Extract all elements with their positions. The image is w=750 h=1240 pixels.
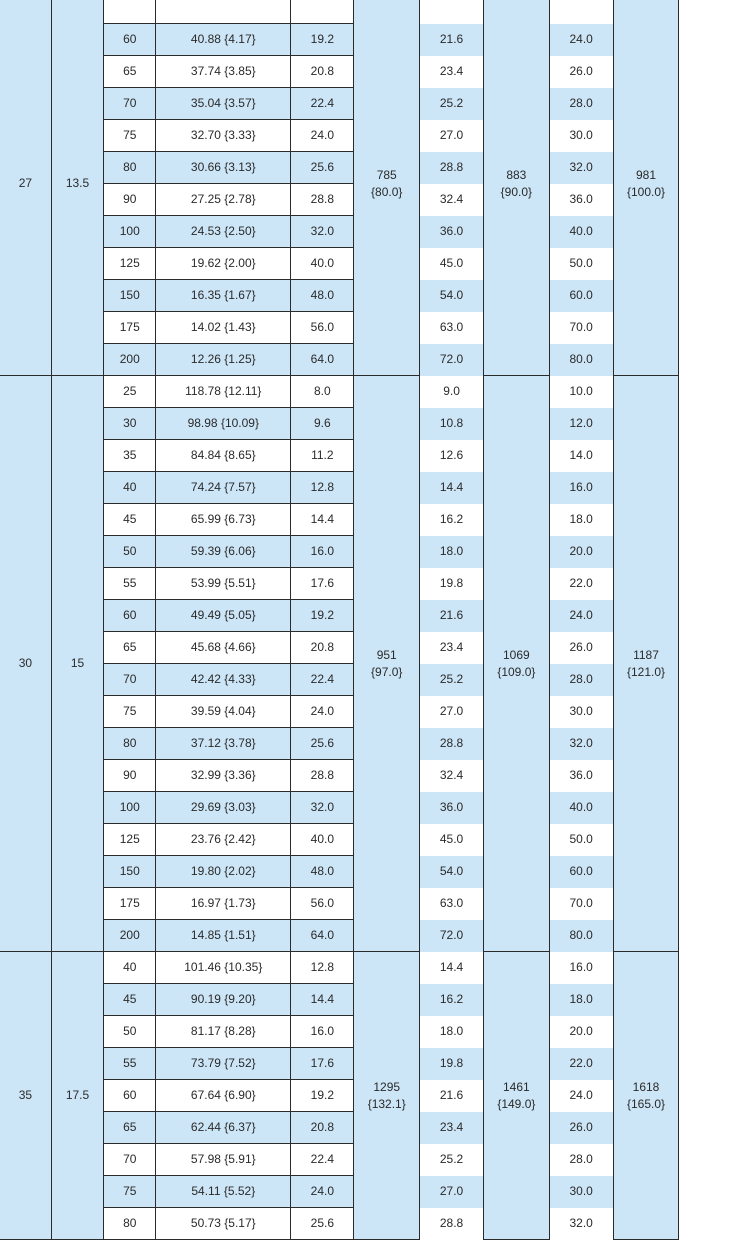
value-cell-a: 56.0 (291, 312, 354, 344)
value-cell-a: 16.0 (291, 1016, 354, 1048)
diameter-cell: 35 (0, 952, 51, 1240)
load-cell: 16.97 {1.73} (156, 888, 291, 920)
value-cell-a: 48.0 (291, 856, 354, 888)
value-cell-c: 80.0 (549, 920, 613, 952)
load-cell: 23.76 {2.42} (156, 824, 291, 856)
length-cell: 100 (104, 216, 156, 248)
strength-b-cell-line: {109.0} (497, 664, 536, 679)
value-cell-c: 50.0 (549, 824, 613, 856)
load-cell: 32.70 {3.33} (156, 120, 291, 152)
length-cell: 45 (104, 984, 156, 1016)
value-cell-a: 12.8 (291, 952, 354, 984)
value-cell-a: 14.4 (291, 984, 354, 1016)
value-cell-c: 16.0 (549, 472, 613, 504)
value-cell-a: 48.0 (291, 280, 354, 312)
length-cell (104, 0, 156, 24)
table-row (0, 952, 750, 984)
length-cell: 80 (104, 1208, 156, 1240)
load-cell: 37.74 {3.85} (156, 56, 291, 88)
value-cell-c: 40.0 (549, 216, 613, 248)
value-cell-b: 25.2 (420, 88, 484, 120)
strength-c-cell-line: {165.0} (626, 1096, 666, 1111)
length-cell: 90 (104, 760, 156, 792)
value-cell-c: 36.0 (549, 760, 613, 792)
length-cell: 25 (104, 376, 156, 408)
strength-c-cell (613, 952, 679, 1240)
value-cell-b (420, 0, 484, 24)
value-cell-c: 22.0 (549, 1048, 613, 1080)
value-cell-a: 28.8 (291, 760, 354, 792)
strength-c-cell-line: 981 (635, 167, 656, 182)
value-cell-b: 14.4 (420, 952, 484, 984)
value-cell-b: 14.4 (420, 472, 484, 504)
value-cell-b: 16.2 (420, 504, 484, 536)
value-cell-a: 17.6 (291, 568, 354, 600)
length-cell: 65 (104, 632, 156, 664)
value-cell-b: 72.0 (420, 344, 484, 376)
value-cell-b: 23.4 (420, 632, 484, 664)
length-cell: 125 (104, 824, 156, 856)
load-cell: 98.98 {10.09} (156, 408, 291, 440)
value-cell-a: 40.0 (291, 824, 354, 856)
strength-b-cell-line: {149.0} (497, 1096, 536, 1111)
strength-a-cell-line: 951 (376, 647, 397, 662)
half-diameter-cell: 17.5 (51, 952, 103, 1240)
value-cell-c: 30.0 (549, 696, 613, 728)
load-cell: 81.17 {8.28} (156, 1016, 291, 1048)
load-cell: 40.88 {4.17} (156, 24, 291, 56)
value-cell-c: 60.0 (549, 856, 613, 888)
value-cell-a (291, 0, 354, 24)
value-cell-a: 22.4 (291, 88, 354, 120)
value-cell-c: 60.0 (549, 280, 613, 312)
strength-b-cell-line: {90.0} (500, 184, 533, 199)
value-cell-c: 80.0 (549, 344, 613, 376)
value-cell-c: 30.0 (549, 120, 613, 152)
value-cell-b: 27.0 (420, 1176, 484, 1208)
value-cell-b: 19.8 (420, 1048, 484, 1080)
value-cell-b: 21.6 (420, 600, 484, 632)
length-cell: 60 (104, 24, 156, 56)
load-cell: 37.12 {3.78} (156, 728, 291, 760)
value-cell-a: 56.0 (291, 888, 354, 920)
load-cell: 27.25 {2.78} (156, 184, 291, 216)
length-cell: 70 (104, 88, 156, 120)
value-cell-c: 70.0 (549, 312, 613, 344)
load-cell: 39.59 {4.04} (156, 696, 291, 728)
load-cell: 84.84 {8.65} (156, 440, 291, 472)
value-cell-c: 10.0 (549, 376, 613, 408)
value-cell-c: 26.0 (549, 56, 613, 88)
strength-c-cell (613, 376, 679, 952)
value-cell-a: 20.8 (291, 632, 354, 664)
value-cell-c: 14.0 (549, 440, 613, 472)
value-cell-a: 40.0 (291, 248, 354, 280)
value-cell-b: 28.8 (420, 728, 484, 760)
strength-a-cell-line: 1295 (373, 1079, 401, 1094)
value-cell-c: 28.0 (549, 88, 613, 120)
load-cell: 90.19 {9.20} (156, 984, 291, 1016)
load-cell: 67.64 {6.90} (156, 1080, 291, 1112)
load-cell: 74.24 {7.57} (156, 472, 291, 504)
load-cell: 53.99 {5.51} (156, 568, 291, 600)
value-cell-b: 27.0 (420, 696, 484, 728)
table-row (0, 376, 750, 408)
load-cell: 16.35 {1.67} (156, 280, 291, 312)
value-cell-a: 19.2 (291, 1080, 354, 1112)
length-cell: 45 (104, 504, 156, 536)
strength-b-cell (484, 0, 550, 376)
strength-b-cell-line: 1069 (503, 647, 530, 662)
value-cell-b: 36.0 (420, 216, 484, 248)
value-cell-b: 19.8 (420, 568, 484, 600)
load-cell: 32.99 {3.36} (156, 760, 291, 792)
length-cell: 70 (104, 664, 156, 696)
load-cell: 65.99 {6.73} (156, 504, 291, 536)
value-cell-a: 14.4 (291, 504, 354, 536)
value-cell-c: 24.0 (549, 1080, 613, 1112)
value-cell-a: 22.4 (291, 664, 354, 696)
length-cell: 175 (104, 888, 156, 920)
value-cell-a: 28.8 (291, 184, 354, 216)
value-cell-b: 63.0 (420, 888, 484, 920)
length-cell: 75 (104, 1176, 156, 1208)
load-cell: 12.26 {1.25} (156, 344, 291, 376)
value-cell-c: 50.0 (549, 248, 613, 280)
value-cell-c: 28.0 (549, 664, 613, 696)
load-cell: 101.46 {10.35} (156, 952, 291, 984)
length-cell: 75 (104, 696, 156, 728)
load-cell: 118.78 {12.11} (156, 376, 291, 408)
value-cell-a: 32.0 (291, 792, 354, 824)
value-cell-b: 32.4 (420, 760, 484, 792)
value-cell-b: 18.0 (420, 536, 484, 568)
value-cell-c: 30.0 (549, 1176, 613, 1208)
load-cell: 62.44 {6.37} (156, 1112, 291, 1144)
length-cell: 125 (104, 248, 156, 280)
diameter-cell: 27 (0, 0, 51, 376)
length-cell: 40 (104, 472, 156, 504)
strength-c-cell (613, 0, 679, 376)
value-cell-b: 36.0 (420, 792, 484, 824)
half-diameter-cell: 13.5 (51, 0, 103, 376)
value-cell-c: 26.0 (549, 632, 613, 664)
value-cell-b: 25.2 (420, 1144, 484, 1176)
load-cell: 49.49 {5.05} (156, 600, 291, 632)
strength-b-cell-line: 883 (506, 167, 527, 182)
length-cell: 80 (104, 152, 156, 184)
value-cell-b: 23.4 (420, 1112, 484, 1144)
value-cell-a: 25.6 (291, 728, 354, 760)
value-cell-a: 8.0 (291, 376, 354, 408)
load-cell: 14.02 {1.43} (156, 312, 291, 344)
load-cell: 24.53 {2.50} (156, 216, 291, 248)
length-cell: 30 (104, 408, 156, 440)
load-cell: 50.73 {5.17} (156, 1208, 291, 1240)
value-cell-b: 9.0 (420, 376, 484, 408)
length-cell: 150 (104, 280, 156, 312)
strength-b-cell (484, 952, 550, 1240)
value-cell-a: 19.2 (291, 24, 354, 56)
length-cell: 50 (104, 536, 156, 568)
value-cell-a: 25.6 (291, 1208, 354, 1240)
value-cell-b: 23.4 (420, 56, 484, 88)
strength-a-cell-line: {80.0} (371, 184, 403, 199)
load-cell: 45.68 {4.66} (156, 632, 291, 664)
load-cell: 19.62 {2.00} (156, 248, 291, 280)
value-cell-b: 16.2 (420, 984, 484, 1016)
half-diameter-cell: 15 (51, 376, 103, 952)
load-cell: 29.69 {3.03} (156, 792, 291, 824)
value-cell-c: 28.0 (549, 1144, 613, 1176)
value-cell-b: 28.8 (420, 152, 484, 184)
strength-a-cell-line: {97.0} (371, 664, 403, 679)
length-cell: 100 (104, 792, 156, 824)
value-cell-c: 22.0 (549, 568, 613, 600)
value-cell-c: 70.0 (549, 888, 613, 920)
length-cell: 200 (104, 920, 156, 952)
value-cell-a: 12.8 (291, 472, 354, 504)
value-cell-a: 24.0 (291, 120, 354, 152)
value-cell-c: 12.0 (549, 408, 613, 440)
load-cell (156, 0, 291, 24)
value-cell-b: 21.6 (420, 1080, 484, 1112)
value-cell-c: 20.0 (549, 1016, 613, 1048)
value-cell-b: 21.6 (420, 24, 484, 56)
length-cell: 60 (104, 600, 156, 632)
length-cell: 55 (104, 1048, 156, 1080)
load-cell: 73.79 {7.52} (156, 1048, 291, 1080)
strength-c-cell-line: {100.0} (626, 184, 666, 199)
value-cell-a: 19.2 (291, 600, 354, 632)
value-cell-b: 25.2 (420, 664, 484, 696)
value-cell-c: 20.0 (549, 536, 613, 568)
value-cell-b: 72.0 (420, 920, 484, 952)
load-cell: 42.42 {4.33} (156, 664, 291, 696)
value-cell-a: 9.6 (291, 408, 354, 440)
value-cell-c: 24.0 (549, 600, 613, 632)
length-cell: 70 (104, 1144, 156, 1176)
strength-a-cell-line: 785 (376, 167, 397, 182)
length-cell: 75 (104, 120, 156, 152)
value-cell-c: 18.0 (549, 504, 613, 536)
length-cell: 90 (104, 184, 156, 216)
value-cell-a: 64.0 (291, 920, 354, 952)
value-cell-a: 22.4 (291, 1144, 354, 1176)
value-cell-a: 64.0 (291, 344, 354, 376)
load-cell: 59.39 {6.06} (156, 536, 291, 568)
length-cell: 65 (104, 1112, 156, 1144)
table-row (0, 0, 750, 24)
value-cell-c: 24.0 (549, 24, 613, 56)
value-cell-b: 54.0 (420, 856, 484, 888)
value-cell-b: 32.4 (420, 184, 484, 216)
length-cell: 150 (104, 856, 156, 888)
load-cell: 35.04 {3.57} (156, 88, 291, 120)
length-cell: 175 (104, 312, 156, 344)
value-cell-b: 45.0 (420, 248, 484, 280)
value-cell-b: 18.0 (420, 1016, 484, 1048)
length-cell: 200 (104, 344, 156, 376)
length-cell: 40 (104, 952, 156, 984)
value-cell-b: 63.0 (420, 312, 484, 344)
strength-c-cell-line: 1618 (632, 1079, 660, 1094)
diameter-cell: 30 (0, 376, 51, 952)
value-cell-a: 24.0 (291, 696, 354, 728)
strength-b-cell-line: 1461 (503, 1079, 530, 1094)
value-cell-a: 17.6 (291, 1048, 354, 1080)
load-cell: 14.85 {1.51} (156, 920, 291, 952)
length-cell: 55 (104, 568, 156, 600)
strength-a-cell (354, 0, 420, 376)
load-cell: 30.66 {3.13} (156, 152, 291, 184)
value-cell-c: 32.0 (549, 1208, 613, 1240)
value-cell-c (549, 0, 613, 24)
strength-b-cell (484, 376, 550, 952)
value-cell-b: 28.8 (420, 1208, 484, 1240)
strength-a-cell-line: {132.1} (367, 1096, 406, 1111)
value-cell-c: 32.0 (549, 152, 613, 184)
value-cell-b: 54.0 (420, 280, 484, 312)
value-cell-a: 32.0 (291, 216, 354, 248)
value-cell-c: 40.0 (549, 792, 613, 824)
value-cell-a: 25.6 (291, 152, 354, 184)
length-cell: 50 (104, 1016, 156, 1048)
strength-a-cell (354, 952, 420, 1240)
length-cell: 80 (104, 728, 156, 760)
value-cell-a: 16.0 (291, 536, 354, 568)
value-cell-c: 36.0 (549, 184, 613, 216)
strength-c-cell-line: 1187 (633, 647, 659, 662)
value-cell-b: 27.0 (420, 120, 484, 152)
length-cell: 65 (104, 56, 156, 88)
value-cell-c: 26.0 (549, 1112, 613, 1144)
length-cell: 35 (104, 440, 156, 472)
value-cell-a: 11.2 (291, 440, 354, 472)
value-cell-a: 20.8 (291, 1112, 354, 1144)
value-cell-c: 18.0 (549, 984, 613, 1016)
strength-a-cell (354, 376, 420, 952)
value-cell-a: 24.0 (291, 1176, 354, 1208)
length-cell: 60 (104, 1080, 156, 1112)
strength-c-cell-line: {121.0} (626, 664, 666, 679)
load-cell: 54.11 {5.52} (156, 1176, 291, 1208)
value-cell-b: 45.0 (420, 824, 484, 856)
value-cell-b: 10.8 (420, 408, 484, 440)
load-cell: 57.98 {5.91} (156, 1144, 291, 1176)
value-cell-c: 32.0 (549, 728, 613, 760)
value-cell-b: 12.6 (420, 440, 484, 472)
load-cell: 19.80 {2.02} (156, 856, 291, 888)
value-cell-c: 16.0 (549, 952, 613, 984)
value-cell-a: 20.8 (291, 56, 354, 88)
